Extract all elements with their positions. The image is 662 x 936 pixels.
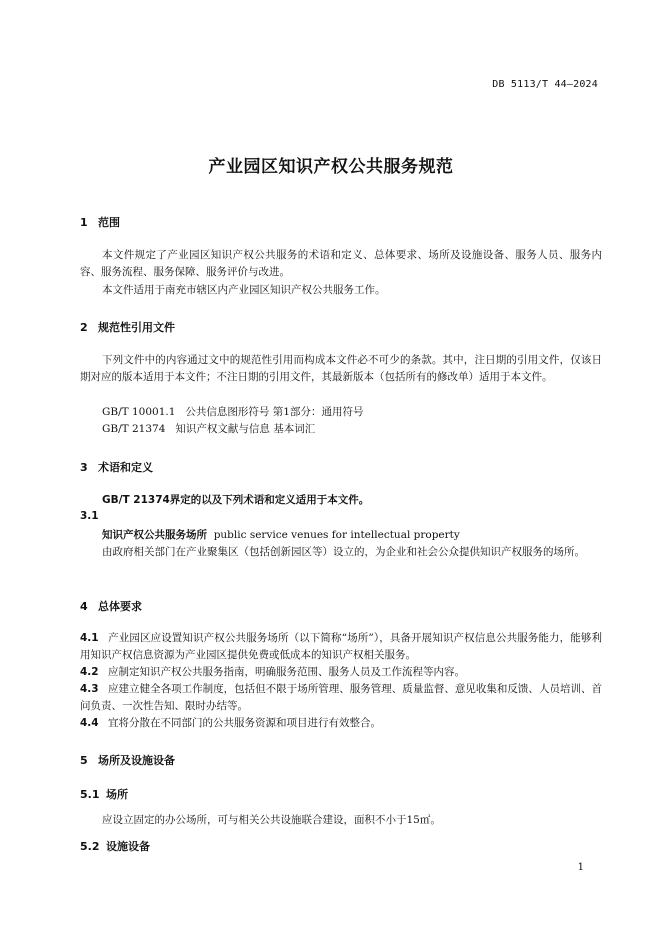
clause-text: 应建立健全各项工作制度，包括但不限于场所管理、服务管理、质量监督、意见收集和反馈、人员培训、首问负责、一次性告知、限时办结等。 <box>80 683 602 712</box>
clause-text: 宜将分散在不同部门的公共服务资源和项目进行有效整合。 <box>108 717 381 729</box>
clause-4-1 <box>80 630 602 664</box>
section-title: 术语和定义 <box>98 461 153 474</box>
clause-number: 4.1 <box>80 632 99 644</box>
clause-text: 产业园区应设置知识产权公共服务场所（以下简称“场所”），具备开展知识产权信息公共服务能力，能够利用知识产权信息资源为产业园区提供免费或低成本的知识产权相关服务。 <box>80 632 602 661</box>
section-1-paragraph-2: 本文件适用于南充市辖区内产业园区知识产权公共服务工作。 <box>102 284 386 296</box>
section-3-heading <box>80 459 153 475</box>
subsection-number: 5.1 <box>80 788 100 801</box>
subsection-title: 设施设备 <box>106 840 150 853</box>
term-english: public service venues for intellectual property <box>213 529 460 541</box>
clause-number: 4.3 <box>80 683 99 695</box>
term-entry <box>102 527 460 542</box>
reference-name: 公共信息图形符号 第1部分：通用符号 <box>185 406 364 418</box>
section-1-heading <box>80 214 120 230</box>
reference-name: 知识产权文献与信息 基本词汇 <box>175 423 316 435</box>
section-title: 总体要求 <box>98 600 142 613</box>
section-number: 1 <box>80 216 88 229</box>
section-title: 范围 <box>98 216 120 229</box>
section-number: 3 <box>80 461 88 474</box>
section-1-paragraph-1: 本文件规定了产业园区知识产权公共服务的术语和定义、总体要求、场所及设施设备、服务人员、服务内容、服务流程、服务保障、服务评价与改进。 <box>80 249 602 278</box>
term-chinese: 知识产权公共服务场所 <box>102 529 207 541</box>
standard-number: DB 5113/T 44—2024 <box>492 79 598 90</box>
term-definition: 由政府相关部门在产业聚集区（包括创新园区等）设立的，为企业和社会公众提供知识产权服务的场所。 <box>102 546 585 558</box>
section-2-heading <box>80 319 175 335</box>
reference-code: GB/T 10001.1 <box>102 406 176 418</box>
section-title: 规范性引用文件 <box>98 321 175 334</box>
section-title: 场所及设施设备 <box>98 754 175 767</box>
term-number: 3.1 <box>80 510 99 522</box>
section-4-heading <box>80 598 142 614</box>
section-number: 4 <box>80 600 88 613</box>
clause-4-2 <box>80 664 602 681</box>
clause-number: 4.4 <box>80 717 99 729</box>
reference-item <box>102 421 315 436</box>
clause-4-4 <box>80 715 602 732</box>
section-number: 2 <box>80 321 88 334</box>
document-title: 产业园区知识产权公共服务规范 <box>208 157 454 177</box>
terms-intro: GB/T 21374界定的以及下列术语和定义适用于本文件。 <box>102 494 370 506</box>
subsection-number: 5.2 <box>80 840 100 853</box>
page-number: 1 <box>577 862 584 873</box>
subsection-5-1-heading <box>80 786 128 802</box>
clause-text: 应制定知识产权公共服务指南，明确服务范围、服务人员及工作流程等内容。 <box>108 666 465 678</box>
clause-4-3 <box>80 681 602 715</box>
section-5-heading <box>80 752 175 768</box>
subsection-5-2-heading <box>80 838 150 854</box>
reference-code: GB/T 21374 <box>102 423 166 435</box>
reference-item <box>102 404 363 419</box>
subsection-title: 场所 <box>106 788 128 801</box>
section-number: 5 <box>80 754 88 767</box>
subsection-5-1-paragraph: 应设立固定的办公场所，可与相关公共设施联合建设，面积不小于15㎡。 <box>102 814 441 826</box>
clause-number: 4.2 <box>80 666 99 678</box>
section-2-paragraph-1: 下列文件中的内容通过文中的规范性引用而构成本文件必不可少的条款。其中，注日期的引用文件，仅该日期对应的版本适用于本文件；不注日期的引用文件，其最新版本（包括所有的修改单）适用于本文件。 <box>80 354 602 383</box>
